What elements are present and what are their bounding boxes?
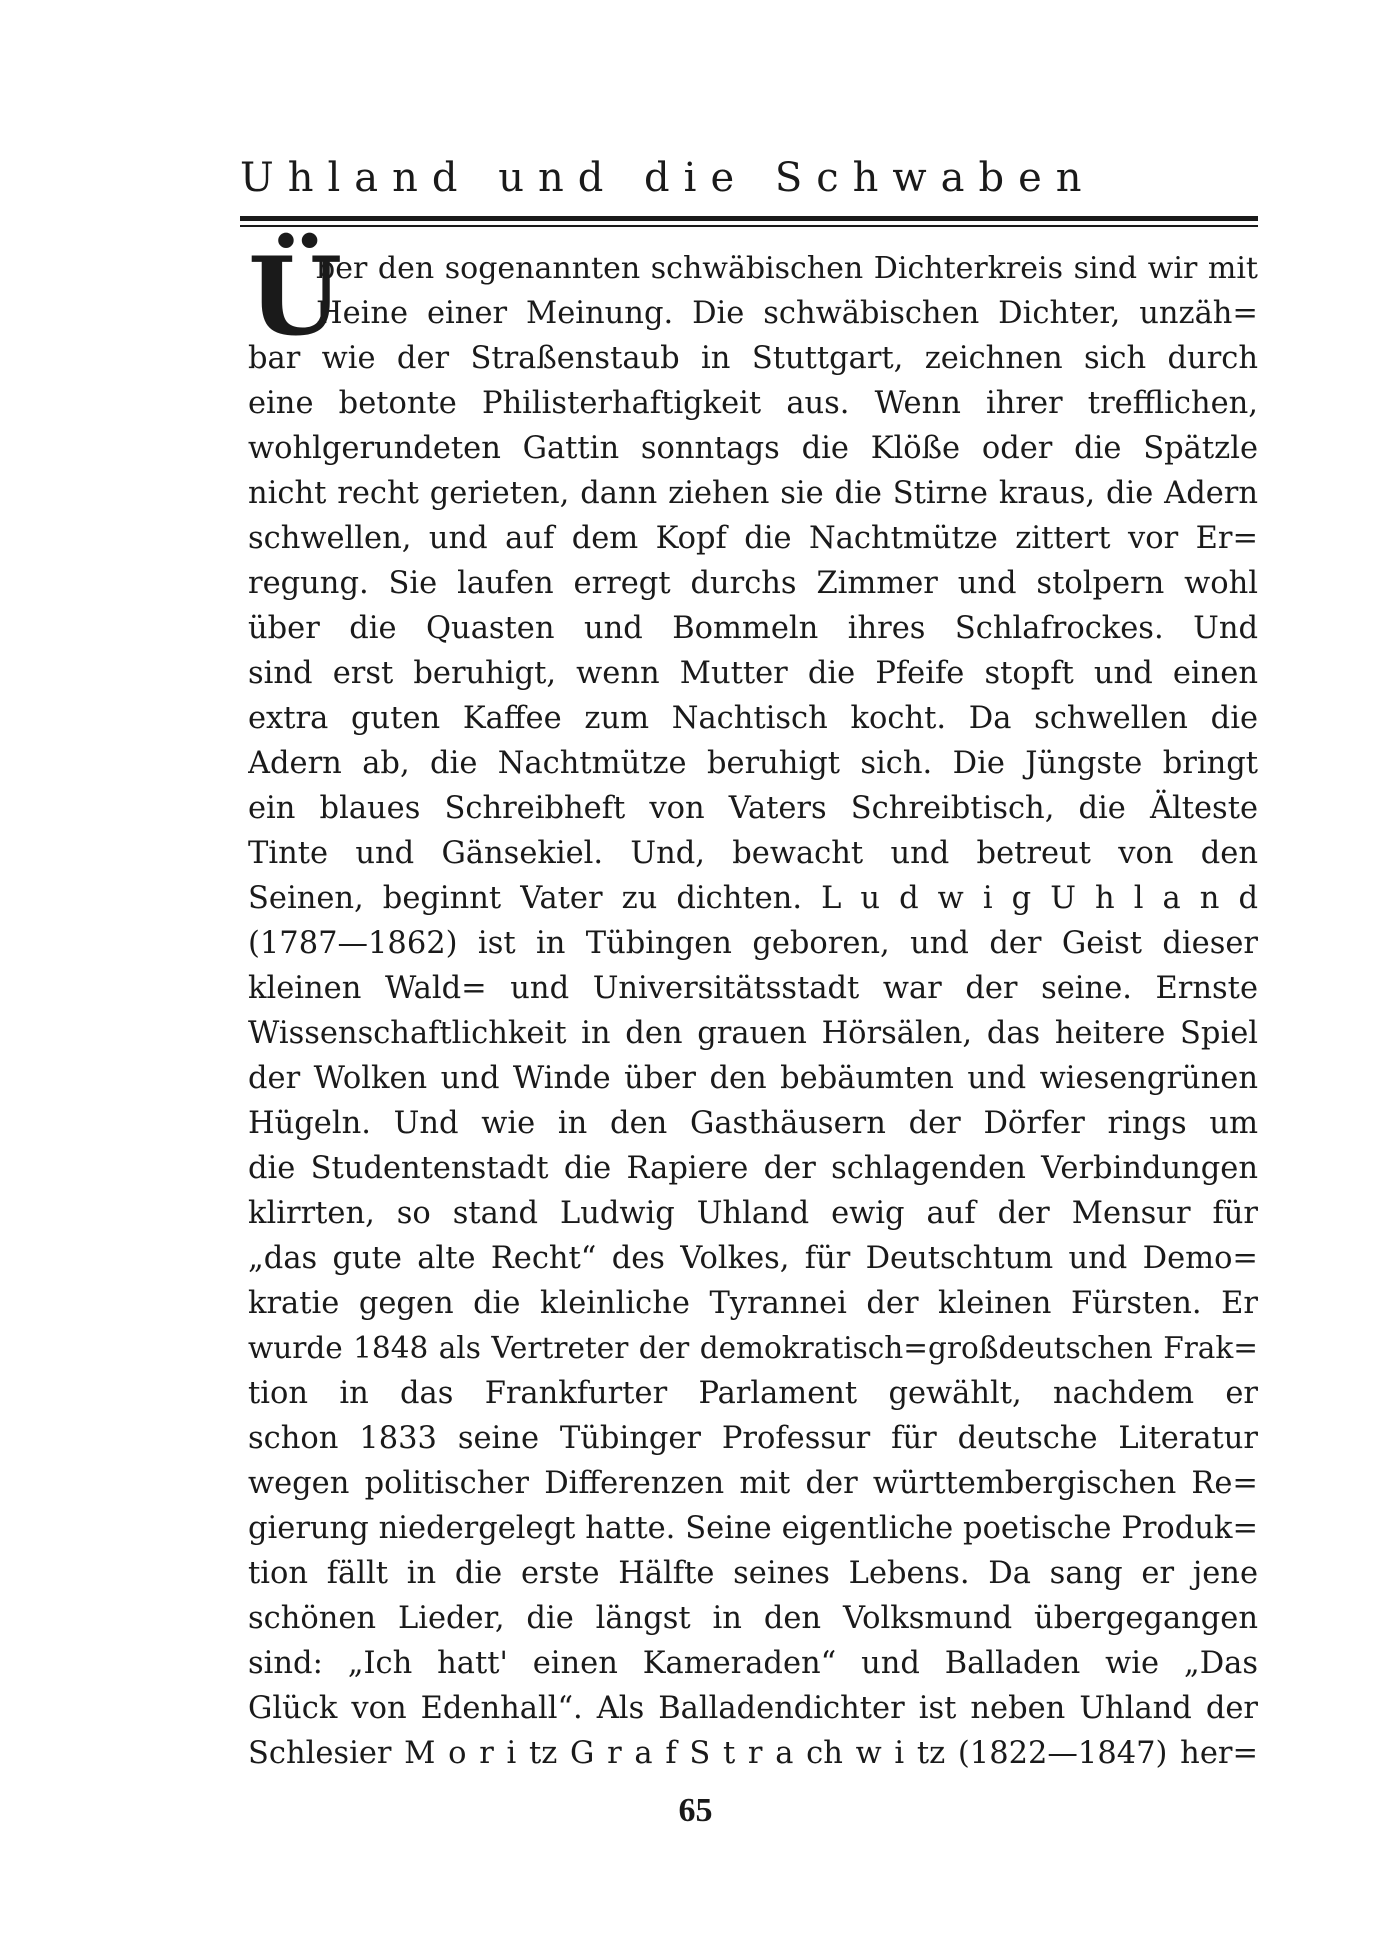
header-rule-thick	[240, 216, 1258, 221]
text-line: tion fällt in die erste Hälfte seines Lebens. Da sang er jene	[248, 1556, 1258, 1591]
text-line: der Wolken und Winde über den bebäumten und wiesengrünen	[248, 1061, 1258, 1096]
text-line: wegen politischer Differenzen mit der württembergischen Re=	[248, 1466, 1258, 1501]
text-line: bar wie der Straßenstaub in Stuttgart, zeichnen sich durch	[248, 341, 1258, 376]
text-line: ein blaues Schreibheft von Vaters Schreibtisch, die Älteste	[248, 791, 1258, 826]
text-line: über die Quasten und Bommeln ihres Schlafrockes. Und	[248, 611, 1258, 646]
text-line: Heine einer Meinung. Die schwäbischen Dichter, unzäh=	[316, 296, 1258, 331]
text-line: wurde 1848 als Vertreter der demokratisch=großdeutschen Frak=	[248, 1331, 1258, 1365]
text-line: schon 1833 seine Tübinger Professur für deutsche Literatur	[248, 1421, 1258, 1456]
text-line: sind: „Ich hatt' einen Kameraden“ und Balladen wie „Das	[248, 1646, 1258, 1681]
text-line: nicht recht gerieten, dann ziehen sie die Stirne kraus, die Adern	[248, 476, 1258, 511]
text-line: kleinen Wald= und Universitätsstadt war der seine. Ernste	[248, 971, 1258, 1006]
text-line: die Studentenstadt die Rapiere der schlagenden Verbindungen	[248, 1151, 1258, 1186]
drop-cap: Ü	[248, 234, 343, 360]
text-line: Wissenschaftlichkeit in den grauen Hörsälen, das heitere Spiel	[248, 1016, 1258, 1051]
text-line: extra guten Kaffee zum Nachtisch kocht. Da schwellen die	[248, 701, 1258, 736]
text-line: Tinte und Gänsekiel. Und, bewacht und betreut von den	[248, 836, 1258, 871]
text-line: kratie gegen die kleinliche Tyrannei der kleinen Fürsten. Er	[248, 1286, 1258, 1321]
text-line: klirrten, so stand Ludwig Uhland ewig auf der Mensur für	[248, 1196, 1258, 1231]
text-line: Seinen, beginnt Vater zu dichten. L u d w i g U h l a n d	[248, 881, 1258, 916]
header-rule-thin	[240, 225, 1258, 227]
text-line: gierung niedergelegt hatte. Seine eigentliche poetische Produk=	[248, 1511, 1258, 1546]
running-head: Uhland und die Schwaben	[240, 155, 1096, 201]
text-line: schwellen, und auf dem Kopf die Nachtmütze zittert vor Er=	[248, 521, 1258, 556]
text-line: schönen Lieder, die längst in den Volksmund übergegangen	[248, 1601, 1258, 1636]
body-text	[248, 234, 1258, 1776]
page-number: 65	[678, 1792, 713, 1829]
text-line: Schlesier M o r i tz G r a f S t r a ch w i tz (1822—1847) her=	[248, 1736, 1258, 1771]
text-line: (1787—1862) ist in Tübingen geboren, und der Geist dieser	[248, 926, 1258, 961]
text-line: Adern ab, die Nachtmütze beruhigt sich. Die Jüngste bringt	[248, 746, 1258, 781]
text-line: „das gute alte Recht“ des Volkes, für Deutschtum und Demo=	[248, 1241, 1258, 1276]
text-line: eine betonte Philisterhaftigkeit aus. Wenn ihrer trefflichen,	[248, 386, 1258, 421]
text-line: wohlgerundeten Gattin sonntags die Klöße oder die Spätzle	[248, 431, 1258, 466]
text-line: Hügeln. Und wie in den Gasthäusern der Dörfer rings um	[248, 1106, 1258, 1141]
text-line: ber den sogenannten schwäbischen Dichterkreis sind wir mit	[316, 251, 1258, 286]
text-line: regung. Sie laufen erregt durchs Zimmer und stolpern wohl	[248, 566, 1258, 601]
text-line: sind erst beruhigt, wenn Mutter die Pfeife stopft und einen	[248, 656, 1258, 691]
text-line: Glück von Edenhall“. Als Balladendichter ist neben Uhland der	[248, 1691, 1258, 1726]
text-line: tion in das Frankfurter Parlament gewählt, nachdem er	[248, 1376, 1258, 1411]
